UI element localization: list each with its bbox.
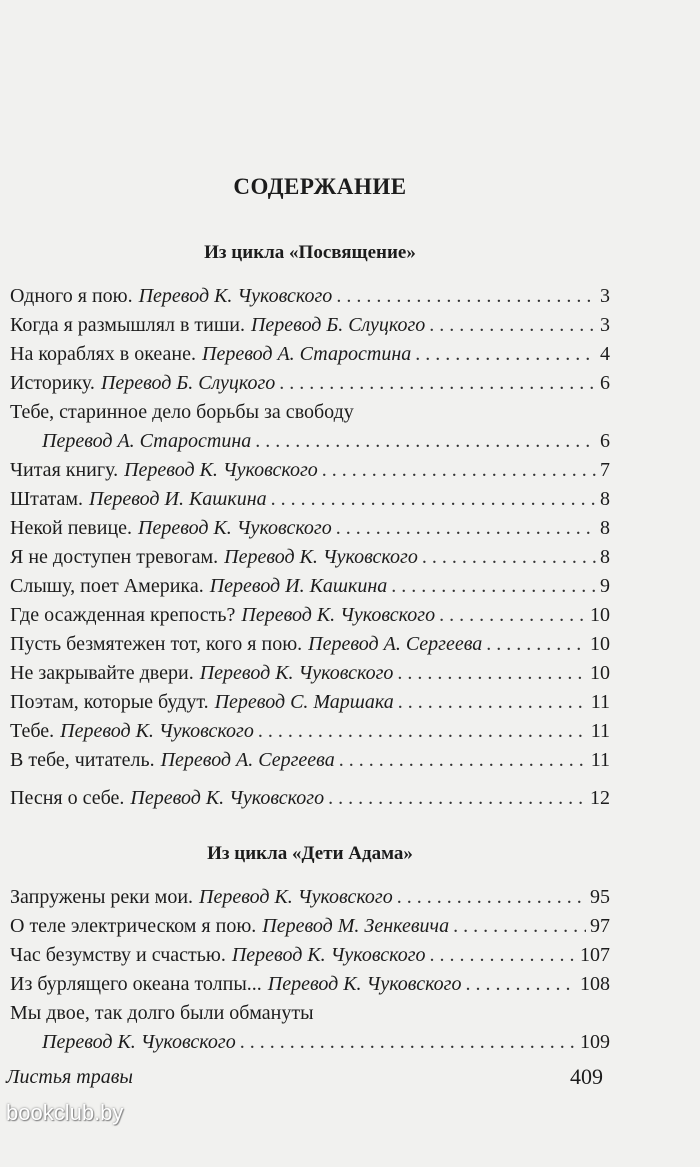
toc-entry: Пусть безмятежен тот, кого я пою. Перевод А. Сергеева . . . 10 [10, 630, 610, 659]
toc-entry: Некой певице. Перевод К. Чуковского . . . 8 [10, 514, 610, 543]
toc-entry: На кораблях в океане. Перевод А. Старостина . . . 4 [10, 340, 610, 369]
toc-entry: Не закрывайте двери. Перевод К. Чуковского . . . 10 [10, 659, 610, 688]
toc-entry: Историку. Перевод Б. Слуцкого . . . 6 [10, 369, 610, 398]
page-number: 409 [570, 1064, 603, 1089]
section-heading-dedication: Из цикла «Посвящение» [204, 242, 416, 263]
toc-entry: Мы двое, так долго были обмануты [10, 1002, 314, 1024]
running-footer-title: Листья травы [6, 1066, 133, 1088]
toc-entry: Где осажденная крепость? Перевод К. Чуковского . . . 10 [10, 601, 610, 630]
toc-entry: Тебе, старинное дело борьбы за свободу [10, 401, 354, 423]
page-title: СОДЕРЖАНИЕ [233, 174, 407, 199]
toc-list-dedication [10, 282, 610, 775]
toc-list-children-of-adam [10, 883, 610, 1057]
toc-entry: Читая книгу. Перевод К. Чуковского . . . 7 [10, 456, 610, 485]
toc-entry-continuation: Перевод К. Чуковского . . . 109 [10, 1028, 610, 1057]
toc-entry: Запружены реки мои. Перевод К. Чуковского . . . 95 [10, 883, 610, 912]
toc-entry: Одного я пою. Перевод К. Чуковского . . . 3 [10, 282, 610, 311]
toc-entry: Штатам. Перевод И. Кашкина . . . 8 [10, 485, 610, 514]
toc-entry: Слышу, поет Америка. Перевод И. Кашкина . . . 9 [10, 572, 610, 601]
section-heading-children-of-adam: Из цикла «Дети Адама» [207, 843, 413, 864]
toc-entry: Поэтам, которые будут. Перевод С. Маршака . . . 11 [10, 688, 610, 717]
toc-standalone [10, 784, 610, 813]
toc-entry-continuation: Перевод А. Старостина . . . 6 [10, 427, 610, 456]
toc-entry: В тебе, читатель. Перевод А. Сергеева . . . 11 [10, 746, 610, 775]
watermark: bookclub.by [6, 1100, 124, 1125]
toc-entry: Тебе. Перевод К. Чуковского . . . 11 [10, 717, 610, 746]
toc-entry: Из бурлящего океана толпы... Перевод К. Чуковского . . . 108 [10, 970, 610, 999]
toc-entry: Песня о себе. Перевод К. Чуковского . . . 12 [10, 784, 610, 813]
toc-entry: О теле электрическом я пою. Перевод М. Зенкевича . . . 97 [10, 912, 610, 941]
toc-entry: Когда я размышлял в тиши. Перевод Б. Слуцкого . . . 3 [10, 311, 610, 340]
toc-entry: Я не доступен тревогам. Перевод К. Чуковского . . . 8 [10, 543, 610, 572]
toc-entry: Час безумству и счастью. Перевод К. Чуковского . . . 107 [10, 941, 610, 970]
